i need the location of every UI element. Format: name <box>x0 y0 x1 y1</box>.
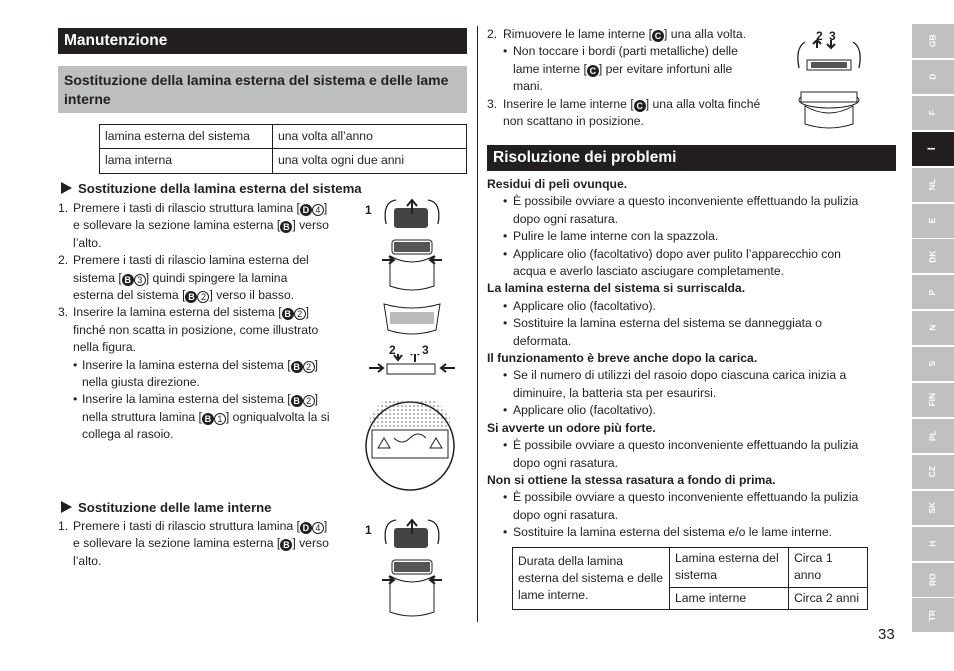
table-row <box>513 548 868 588</box>
language-tab-sk[interactable] <box>912 491 954 525</box>
language-tab-f[interactable] <box>912 96 954 130</box>
step-1 <box>58 518 363 570</box>
step-text: mani. <box>513 79 543 94</box>
step-text: ] <box>314 357 319 372</box>
solution-text: diminuire, la batteria sta per esaurirsi. <box>513 385 717 400</box>
step-text: ] quindi spingere la lamina <box>145 270 288 285</box>
step-text: ] ogniqualvolta la si <box>225 409 330 424</box>
part-number-circle: 4 <box>312 204 324 216</box>
step-text: finché non scatta in posizione, come illustrato <box>73 322 319 337</box>
bullet-item <box>487 402 896 419</box>
bullet-mark: • <box>503 194 508 209</box>
blades-replacement-heading: Sostituzione delle lame interne <box>61 499 271 516</box>
table-cell: una volta ogni due anni <box>273 149 467 173</box>
bullet-item <box>487 228 896 245</box>
solution-text: dopo ogni rasatura. <box>513 211 619 226</box>
problem-heading: La lamina esterna del sistema si surriscalda. <box>487 281 746 296</box>
step-text: Inserire la lamina esterna del sistema [ <box>82 357 291 372</box>
step-number: 3. <box>487 96 498 111</box>
solution-text: Applicare olio (facoltativo). <box>513 298 656 313</box>
language-tab-cz[interactable] <box>912 455 954 489</box>
table-cell: lama interna <box>100 149 273 173</box>
part-key-badge: B <box>280 221 292 233</box>
blade-steps <box>58 518 363 570</box>
step-text: l’alto. <box>73 235 102 250</box>
figure-label: 1 <box>365 203 372 217</box>
language-tab-label: GB <box>927 34 938 48</box>
step-text: lame interne [ <box>513 61 587 76</box>
table-row <box>100 149 467 173</box>
table-cell: Lamina esterna del sistema <box>670 548 789 588</box>
bullet-mark: • <box>503 368 508 383</box>
step-text: e sollevare la sezione lamina esterna [ <box>73 218 281 233</box>
step-text: l’alto. <box>73 553 102 568</box>
language-tab-label: H <box>927 540 938 547</box>
bullet-mark: • <box>73 357 78 372</box>
part-number-circle: 3 <box>134 274 146 286</box>
table-cell: Circa 1 anno <box>789 548 868 588</box>
bullet-mark: • <box>503 403 508 418</box>
shaver-foil-release-illustration <box>372 196 452 296</box>
part-key-badge: B <box>280 539 292 551</box>
language-tab-n[interactable] <box>912 311 954 345</box>
step-text: esterna del sistema [ <box>73 288 186 303</box>
language-tab-nl[interactable] <box>912 168 954 202</box>
bullet-mark: • <box>73 392 78 407</box>
part-key-badge: B <box>282 308 294 320</box>
language-tab-fin[interactable] <box>912 383 954 417</box>
language-tab-tr[interactable] <box>912 598 954 632</box>
step-text: ] una alla volta. <box>664 27 747 41</box>
step-text: ] <box>314 392 319 407</box>
language-tab-h[interactable] <box>912 527 954 561</box>
language-tab-label: E <box>927 217 938 224</box>
language-tab-dk[interactable] <box>912 239 954 273</box>
language-tab-label: F <box>927 110 938 116</box>
part-key-badge: B <box>122 274 134 286</box>
solution-text: Applicare olio (facoltativo). <box>513 403 656 418</box>
solution-text: Sostituire la lamina esterna del sistema e/o le lame interne. <box>513 525 833 540</box>
bullet-item <box>487 246 896 281</box>
solution-text: È possibile ovviare a questo inconveniente effettuando la pulizia <box>513 490 859 505</box>
bullet-mark: • <box>503 490 508 505</box>
table-cell: Lame interne <box>670 587 789 609</box>
language-tab-label: FIN <box>927 393 938 407</box>
step-number: 2. <box>487 27 498 41</box>
step-text: nella figura. <box>73 340 137 355</box>
part-number-circle: 2 <box>303 395 315 407</box>
figure-label: 2 <box>389 343 396 357</box>
step-text: ] <box>323 519 328 533</box>
step-text: Inserire la lamina esterna del sistema [ <box>82 392 291 407</box>
step-3 <box>58 304 363 356</box>
step-text: ] una alla volta finché <box>645 96 761 111</box>
language-tab-label: DK <box>927 250 938 263</box>
bullet-item <box>487 489 896 524</box>
step-3 <box>487 96 792 131</box>
language-tab-i[interactable] <box>912 132 954 166</box>
step-text: ] verso <box>292 536 329 551</box>
part-number-circle: 2 <box>303 361 315 373</box>
shaver-foil-insert-illustration <box>372 300 452 340</box>
bullet-item <box>487 298 896 315</box>
language-tab-label: SK <box>927 501 938 514</box>
bullet-item <box>487 315 896 350</box>
step-number: 3. <box>58 305 69 320</box>
blade-steps-continued <box>487 26 792 130</box>
step-text: collega al rasoio. <box>82 427 174 442</box>
step-text: ] <box>305 305 310 320</box>
step-text: Premere i tasti di rilascio lamina esterna del <box>73 253 309 268</box>
bullet-item <box>487 367 896 402</box>
part-number-circle: 2 <box>294 308 306 320</box>
step-text: nella giusta direzione. <box>82 375 200 390</box>
language-tab-gb[interactable] <box>912 24 954 58</box>
language-tab-pl[interactable] <box>912 419 954 453</box>
step-text: Premere i tasti di rilascio struttura lamina [ <box>73 519 300 533</box>
step-1 <box>58 200 363 252</box>
language-tab-label: TR <box>927 609 938 622</box>
bullet-2 <box>58 391 363 443</box>
language-tab-label: CZ <box>927 466 938 478</box>
solution-text: Sostituire la lamina esterna del sistema se danneggiata o <box>513 316 822 331</box>
step-text: non scattano in posizione. <box>503 114 644 129</box>
part-key-badge: C <box>652 30 664 42</box>
solution-text: Applicare olio (facoltativo) dopo aver pulito l’apparecchio con <box>513 246 841 261</box>
step-number: 1. <box>58 519 69 533</box>
step-2 <box>58 252 363 304</box>
language-tab-label: PL <box>927 430 938 442</box>
part-number-circle: 1 <box>214 413 226 425</box>
part-key-badge: D <box>300 204 312 216</box>
table-cell: Circa 2 anni <box>789 587 868 609</box>
figure-label: 3 <box>422 343 429 357</box>
step-text: Inserire le lame interne [ <box>503 96 634 111</box>
part-number-circle: 4 <box>312 522 324 534</box>
language-tab-label: N <box>927 325 938 332</box>
bullet-1 <box>487 43 792 95</box>
step-2 <box>487 26 792 43</box>
foil-arrows-illustration <box>365 354 460 396</box>
bullet-mark: • <box>503 44 508 59</box>
foil-detail-circle-illustration <box>364 400 456 492</box>
solution-text: deformata. <box>513 333 572 348</box>
language-tab-d[interactable] <box>912 60 954 94</box>
lifespan-table <box>512 547 868 610</box>
part-key-badge: B <box>291 395 303 407</box>
solution-text: È possibile ovviare a questo inconveniente effettuando la pulizia <box>513 438 859 453</box>
language-tab-label: I <box>926 147 939 151</box>
troubleshooting-list <box>487 176 896 542</box>
table-row <box>100 125 467 149</box>
column-divider <box>477 26 478 622</box>
problem-heading: Non si ottiene la stessa rasatura a fondo di prima. <box>487 472 776 487</box>
bullet-mark: • <box>503 298 508 313</box>
bullet-mark: • <box>503 525 508 540</box>
part-key-badge: D <box>300 522 312 534</box>
problem-heading: Residui di peli ovunque. <box>487 177 628 191</box>
part-key-badge: C <box>634 100 646 112</box>
triangle-arrow-icon <box>61 501 72 513</box>
table-cell: Durata della lamina esterna del sistema e delle lame interne. <box>513 548 670 610</box>
step-text: ] per evitare infortuni alle <box>598 61 733 76</box>
inner-blade-removal-illustration <box>793 40 868 130</box>
language-tab-s[interactable] <box>912 347 954 381</box>
language-tab-label: P <box>927 289 938 296</box>
figure-label: 3 <box>829 29 836 43</box>
solution-text: dopo ogni rasatura. <box>513 455 619 470</box>
solution-text: acqua e averlo lasciato asciugare completamente. <box>513 264 784 279</box>
solution-text: È possibile ovviare a questo inconveniente effettuando la pulizia <box>513 194 859 209</box>
language-tab-label: NL <box>927 178 938 191</box>
language-tab-p[interactable] <box>912 275 954 309</box>
language-tab-label: RO <box>927 573 938 586</box>
solution-text: Pulire le lame interne con la spazzola. <box>513 229 719 244</box>
part-key-badge: C <box>587 65 599 77</box>
solution-text: Se il numero di utilizzi del rasoio dopo ciascuna carica inizia a <box>513 368 847 383</box>
part-number-circle: 2 <box>197 291 209 303</box>
language-tab-label: S <box>927 361 938 367</box>
problem-heading: Il funzionamento è breve anche dopo la carica. <box>487 351 758 366</box>
part-key-badge: B <box>202 413 214 425</box>
step-number: 1. <box>58 201 69 215</box>
bullet-mark: • <box>503 229 508 244</box>
table-cell: una volta all’anno <box>273 125 467 149</box>
solution-text: dopo ogni rasatura. <box>513 507 619 522</box>
language-tab-e[interactable] <box>912 204 954 238</box>
subsection-title: Sostituzione della lamina esterna del sistema e delle lame interne <box>58 66 467 113</box>
step-text: Rimuovere le lame interne [ <box>503 27 653 41</box>
bullet-1 <box>58 357 363 392</box>
step-text: e sollevare la sezione lamina esterna [ <box>73 536 281 551</box>
step-text: ] <box>323 201 328 215</box>
shaver-blade-release-illustration <box>372 516 452 620</box>
part-key-badge: B <box>185 291 197 303</box>
foil-steps <box>58 200 363 444</box>
step-text: ] verso <box>292 218 329 233</box>
figure-label: 1 <box>365 523 372 537</box>
bullet-mark: • <box>503 438 508 453</box>
replacement-interval-table <box>99 124 467 174</box>
step-number: 2. <box>58 253 69 268</box>
figure-label: 2 <box>816 29 823 43</box>
bullet-item <box>487 437 896 472</box>
step-text: ] verso il basso. <box>209 288 295 303</box>
bullet-item <box>487 193 896 228</box>
section-title-troubleshooting: Risoluzione dei problemi <box>487 145 896 171</box>
step-text: Inserire la lamina esterna del sistema [ <box>73 305 282 320</box>
bullet-mark: • <box>503 316 508 331</box>
language-tab-label: D <box>927 73 938 80</box>
problem-heading: Si avverte un odore più forte. <box>487 420 656 435</box>
step-text: sistema [ <box>73 270 122 285</box>
table-cell: lamina esterna del sistema <box>100 125 273 149</box>
foil-replacement-heading: Sostituzione della lamina esterna del sistema <box>61 180 362 197</box>
bullet-item <box>487 524 896 541</box>
page-number: 33 <box>878 626 895 643</box>
step-text: Premere i tasti di rilascio struttura lamina [ <box>73 201 300 215</box>
part-key-badge: B <box>291 361 303 373</box>
triangle-arrow-icon <box>61 182 72 194</box>
step-text: Non toccare i bordi (parti metalliche) delle <box>513 44 738 59</box>
language-tab-ro[interactable] <box>912 563 954 597</box>
section-title-maintenance: Manutenzione <box>58 28 467 54</box>
step-text: nella struttura lamina [ <box>82 409 202 424</box>
bullet-mark: • <box>503 246 508 261</box>
